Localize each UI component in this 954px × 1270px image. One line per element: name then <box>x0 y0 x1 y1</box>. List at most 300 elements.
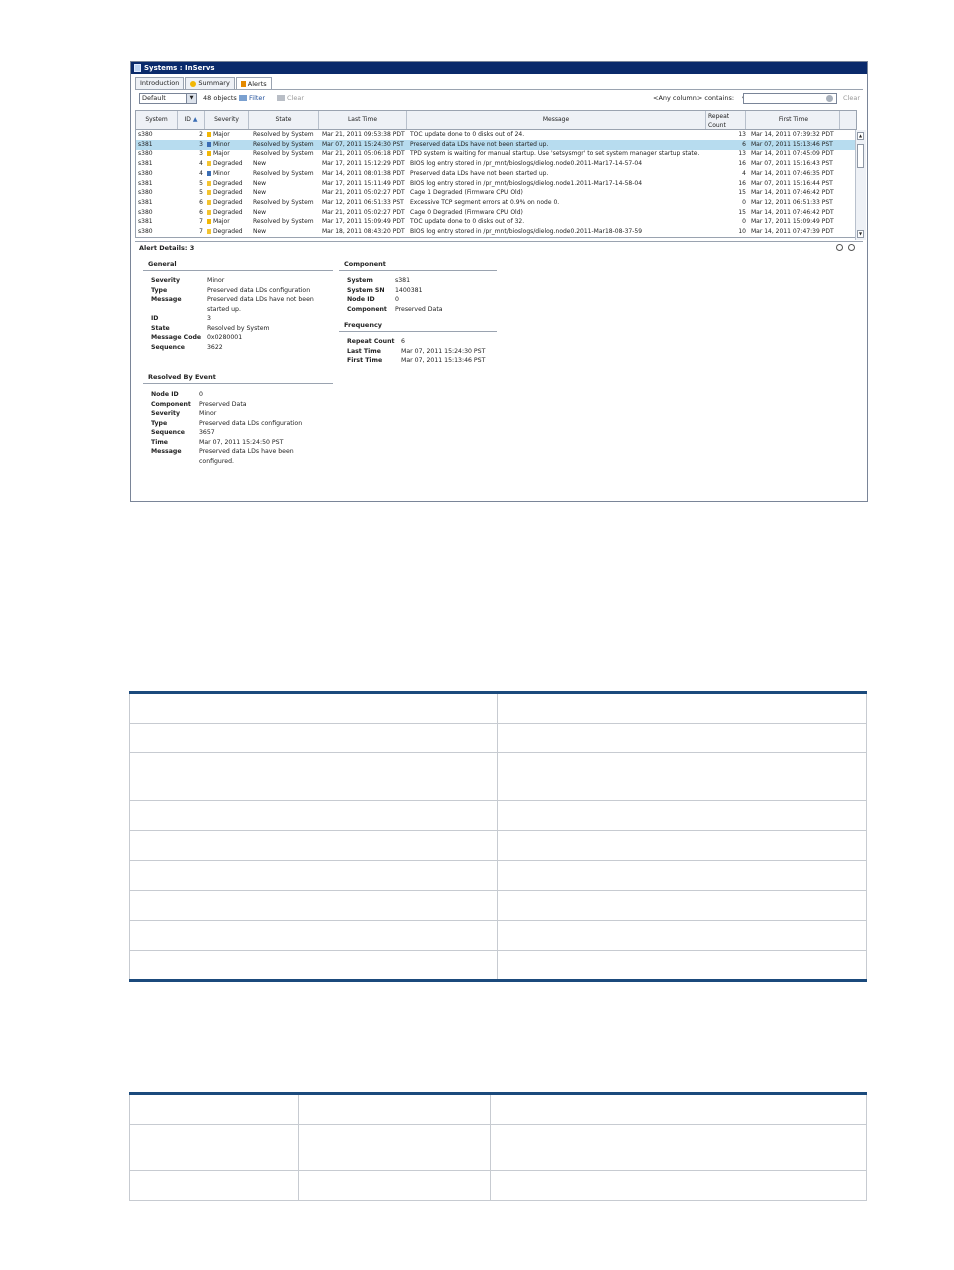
cell-system <box>138 159 176 169</box>
cell-text: s380 <box>138 208 153 216</box>
cell-text: Major <box>213 218 230 226</box>
cell-text: Degraded <box>213 160 243 168</box>
cell-text: Mar 14, 2011 07:45:09 PDT <box>751 150 834 158</box>
table1-row-line <box>129 752 867 753</box>
cell-text: Mar 21, 2011 05:06:18 PDT <box>322 150 405 158</box>
cell-text: Mar 12, 2011 06:51:33 PST <box>751 198 833 206</box>
tab-divider <box>135 89 863 90</box>
node-id-value: 0 <box>395 296 399 303</box>
scroll-down-icon[interactable]: ▼ <box>858 231 863 236</box>
cell-text: Degraded <box>213 179 243 187</box>
cell-system <box>138 140 176 150</box>
cell-state <box>253 130 319 140</box>
degraded-severity-icon <box>207 190 211 195</box>
cell-text: Mar 14, 2011 07:46:42 PDT <box>751 189 834 197</box>
table1-col-line <box>497 694 498 979</box>
general-rule <box>143 270 333 271</box>
cell-last <box>322 217 407 227</box>
table-row[interactable] <box>136 179 856 189</box>
degraded-severity-icon <box>207 200 211 205</box>
cell-text: Resolved by System <box>253 131 314 138</box>
table2-col-line <box>129 1095 130 1200</box>
cell-id <box>178 227 203 237</box>
cell-repeat <box>708 130 746 140</box>
cell-text: New <box>253 189 267 197</box>
message-code-value: 0x0280001 <box>207 334 243 341</box>
cell-message <box>410 208 705 218</box>
cell-first <box>751 227 841 237</box>
window-titlebar <box>131 62 867 74</box>
cell-first <box>751 188 841 198</box>
cell-text: Resolved by System <box>253 150 314 158</box>
cell-id <box>178 217 203 227</box>
cell-text: New <box>253 208 267 216</box>
cell-system <box>138 179 176 189</box>
frequency-fields <box>347 337 507 367</box>
id-value: 3 <box>207 315 211 322</box>
cell-message <box>410 140 705 150</box>
cell-severity <box>207 227 249 237</box>
cell-text: Mar 07, 2011 15:24:30 PST <box>322 140 404 148</box>
cell-repeat <box>708 179 746 189</box>
view-select[interactable] <box>139 93 197 104</box>
cell-text: 13 <box>738 131 746 138</box>
cell-text: Mar 14, 2011 07:46:35 PDT <box>751 169 834 177</box>
resolved-node-value: 0 <box>199 391 203 398</box>
table1-row-line <box>129 950 867 951</box>
cell-system <box>138 149 176 159</box>
cell-system <box>138 188 176 198</box>
component-fields <box>347 276 497 316</box>
clear-filter-button[interactable] <box>277 94 304 103</box>
col-first-time[interactable]: First Time <box>748 111 840 129</box>
cell-first <box>751 130 841 140</box>
cell-text: s381 <box>138 140 153 148</box>
col-id-label: ID <box>184 116 191 123</box>
last-time-label: Last Time <box>347 347 381 355</box>
cell-severity <box>207 217 249 227</box>
resolved-section <box>143 373 333 384</box>
toolbar <box>139 93 861 106</box>
cell-text: 13 <box>738 150 746 158</box>
details-title: Alert Details: 3 <box>139 244 195 252</box>
cell-repeat <box>708 149 746 159</box>
col-repeat-count[interactable]: Repeat Count <box>706 111 746 129</box>
resolved-type-label: Type <box>151 419 168 427</box>
cell-system <box>138 208 176 218</box>
resolved-message-label: Message <box>151 448 182 455</box>
cell-text: s381 <box>138 218 153 226</box>
info-icon <box>190 81 196 87</box>
table1-row-line <box>129 890 867 891</box>
cell-message <box>410 217 705 227</box>
resolved-type-value: Preserved data LDs configuration <box>199 419 303 427</box>
table-row[interactable] <box>136 227 856 237</box>
major-severity-icon <box>207 132 211 137</box>
search-clear-button[interactable]: Clear <box>843 94 860 102</box>
resolved-heading: Resolved By Event <box>148 373 216 381</box>
cell-system <box>138 198 176 208</box>
cell-text: s380 <box>138 189 153 197</box>
col-last-time[interactable]: Last Time <box>319 111 407 129</box>
cell-repeat <box>708 208 746 218</box>
resolved-fields <box>151 390 331 470</box>
cell-repeat <box>708 140 746 150</box>
cell-text: Mar 21, 2011 05:02:27 PDT <box>322 189 405 197</box>
cell-text: Mar 14, 2011 07:39:32 PDT <box>751 131 834 138</box>
cell-state <box>253 179 319 189</box>
table-row[interactable] <box>136 159 856 169</box>
type-value: Preserved data LDs configuration <box>207 286 311 294</box>
resolved-severity-value: Minor <box>199 410 217 417</box>
details-header <box>135 241 863 254</box>
tab-strip <box>135 77 273 89</box>
resolved-message-value: Preserved data LDs have been configured. <box>199 448 294 465</box>
table2-row-line <box>129 1124 867 1125</box>
col-severity[interactable]: Severity <box>205 111 249 129</box>
table-row[interactable] <box>136 217 856 227</box>
tab-introduction[interactable] <box>135 77 184 89</box>
search-scope-label: <Any column> contains: <box>653 94 735 102</box>
cell-text: Excessive TCP segment errors at 0.9% on node 0. <box>410 198 560 206</box>
degraded-severity-icon <box>207 181 211 186</box>
cell-text: Cage 0 Degraded (Firmware CPU Old) <box>410 208 523 216</box>
state-label: State <box>151 324 170 332</box>
cell-last <box>322 140 407 150</box>
cell-text: 0 <box>742 198 746 206</box>
cell-severity <box>207 140 249 150</box>
cell-text: Cage 1 Degraded (Firmware CPU Old) <box>410 189 523 197</box>
cell-text: Mar 17, 2011 15:09:49 PDT <box>322 218 405 226</box>
cell-text: Major <box>213 150 230 158</box>
cell-text: New <box>253 228 267 235</box>
cell-text: 6 <box>199 208 203 216</box>
cell-text: 10 <box>738 228 746 235</box>
table-row[interactable] <box>136 130 856 140</box>
cell-text: Degraded <box>213 228 243 235</box>
cell-severity <box>207 188 249 198</box>
cell-text: 4 <box>742 169 746 177</box>
cell-message <box>410 149 705 159</box>
table1-row-line <box>129 920 867 921</box>
degraded-severity-icon <box>207 161 211 166</box>
cell-text: 3 <box>199 140 203 148</box>
table1-col-line <box>129 694 130 979</box>
cell-text: Mar 21, 2011 09:53:38 PDT <box>322 131 405 138</box>
cell-text: Mar 21, 2011 05:02:27 PDT <box>322 208 405 216</box>
cell-text: Resolved by System <box>253 169 314 177</box>
resolved-sequence-label: Sequence <box>151 429 185 436</box>
table1-bottom-rule <box>129 979 867 982</box>
cell-text: Minor <box>213 169 230 177</box>
table-row[interactable] <box>136 188 856 198</box>
resolved-time-value: Mar 07, 2011 15:24:50 PST <box>199 438 284 446</box>
cell-last <box>322 169 407 179</box>
search-input[interactable] <box>743 93 837 104</box>
minor-severity-icon <box>207 171 211 176</box>
sequence-value: 3622 <box>207 343 223 351</box>
cell-text: Mar 17, 2011 15:09:49 PDT <box>751 218 834 226</box>
cell-state <box>253 140 319 150</box>
table2-row-line <box>129 1170 867 1171</box>
table2-col-line <box>490 1095 491 1200</box>
alerts-window <box>130 61 868 502</box>
cell-severity <box>207 149 249 159</box>
frequency-heading: Frequency <box>344 321 383 329</box>
cell-first <box>751 179 841 189</box>
cell-system <box>138 130 176 140</box>
search-icon <box>826 95 833 102</box>
filter-button[interactable] <box>239 94 265 103</box>
table2-top-rule <box>129 1092 867 1095</box>
cell-text: 6 <box>199 198 203 206</box>
object-count: 48 objects <box>203 94 237 102</box>
cell-first <box>751 208 841 218</box>
table1-row-line <box>129 800 867 801</box>
cell-text: BIOS log entry stored in /pr_mnt/bioslogs/dielog.node0.2011-Mar18-08-37-59 <box>410 228 643 235</box>
window-title: Systems : InServs <box>144 64 215 72</box>
cell-text: Mar 14, 2011 07:47:39 PDT <box>751 228 834 235</box>
table1-row-line <box>129 830 867 831</box>
cell-severity <box>207 179 249 189</box>
table-row[interactable] <box>136 198 856 208</box>
cell-text: s380 <box>138 131 153 138</box>
cell-text: BIOS log entry stored in /pr_mnt/bioslogs/dielog.node0.2011-Mar17-14-57-04 <box>410 160 643 168</box>
cell-text: Mar 12, 2011 06:51:33 PST <box>322 198 404 206</box>
message-code-label: Message Code <box>151 334 202 341</box>
cell-text: s380 <box>138 169 153 177</box>
col-id[interactable] <box>178 111 205 129</box>
col-state[interactable]: State <box>249 111 319 129</box>
cell-state <box>253 159 319 169</box>
cell-state <box>253 149 319 159</box>
cell-text: 5 <box>199 179 203 187</box>
cell-text: Mar 07, 2011 15:13:46 PST <box>751 140 833 148</box>
cell-id <box>178 159 203 169</box>
cell-id <box>178 130 203 140</box>
tab-label: Introduction <box>140 79 180 87</box>
resolved-component-value: Preserved Data <box>199 400 247 408</box>
cell-severity <box>207 169 249 179</box>
scroll-up-icon[interactable]: ▲ <box>858 133 863 138</box>
cell-text: Mar 07, 2011 15:16:44 PST <box>751 179 833 187</box>
component-rule <box>339 270 497 271</box>
cell-text: 15 <box>738 208 746 216</box>
degraded-severity-icon <box>207 210 211 215</box>
sequence-label: Sequence <box>151 343 185 351</box>
cell-text: New <box>253 179 267 187</box>
clear-label: Clear <box>287 94 304 102</box>
cell-text: 5 <box>199 189 203 197</box>
cell-text: Mar 17, 2011 15:11:49 PDT <box>322 179 405 187</box>
repeat-count-value: 6 <box>401 338 405 345</box>
view-select-value: Default <box>142 94 166 102</box>
cell-message <box>410 227 705 237</box>
alerts-grid <box>135 110 857 238</box>
cell-text: Mar 17, 2011 15:12:29 PDT <box>322 160 405 168</box>
grid-header <box>136 111 856 130</box>
cell-text: Degraded <box>213 198 243 206</box>
cell-id <box>178 149 203 159</box>
first-time-label: First Time <box>347 357 383 364</box>
system-sn-value: 1400381 <box>395 286 423 294</box>
cell-text: 4 <box>199 160 203 168</box>
cell-repeat <box>708 227 746 237</box>
cell-last <box>322 198 407 208</box>
grid-scrollbar[interactable] <box>855 130 866 240</box>
cell-text: Mar 07, 2011 15:16:43 PST <box>751 160 833 168</box>
table-row[interactable] <box>136 140 856 150</box>
cell-repeat <box>708 188 746 198</box>
table2-col-line <box>866 1095 867 1200</box>
component-label: Component <box>347 305 387 313</box>
minor-severity-icon <box>207 142 211 147</box>
cell-text: Resolved by System <box>253 218 314 226</box>
table-row[interactable] <box>136 149 856 159</box>
table1-top-rule <box>129 691 867 694</box>
resolved-time-label: Time <box>151 438 168 446</box>
cell-state <box>253 227 319 237</box>
tab-summary[interactable] <box>185 77 234 89</box>
cell-last <box>322 227 407 237</box>
cell-text: 7 <box>199 228 203 235</box>
resolved-node-label: Node ID <box>151 391 179 398</box>
cell-state <box>253 217 319 227</box>
cell-first <box>751 198 841 208</box>
chevron-down-icon[interactable]: ▼ <box>186 94 196 103</box>
tab-label: Summary <box>198 79 230 87</box>
cell-id <box>178 169 203 179</box>
system-label: System <box>347 277 373 284</box>
sort-asc-icon: ▲ <box>192 116 198 123</box>
severity-label: Severity <box>151 277 181 284</box>
repeat-count-label: Repeat Count <box>347 338 395 345</box>
cell-text: BIOS log entry stored in /pr_mnt/bioslogs/dielog.node1.2011-Mar17-14-58-04 <box>410 179 643 187</box>
cell-text: s380 <box>138 150 153 158</box>
cell-text: s381 <box>138 160 153 168</box>
cell-text: 15 <box>738 189 746 197</box>
cell-message <box>410 159 705 169</box>
cell-message <box>410 179 705 189</box>
table1-row-line <box>129 723 867 724</box>
cell-text: Degraded <box>213 208 243 216</box>
cell-state <box>253 169 319 179</box>
table2-row-line <box>129 1200 867 1201</box>
tab-label: Alerts <box>247 79 267 88</box>
system-sn-label: System SN <box>347 286 385 294</box>
cell-text: 16 <box>738 179 746 187</box>
cell-text: Degraded <box>213 189 243 197</box>
cell-text: 16 <box>738 160 746 168</box>
cell-id <box>178 208 203 218</box>
cell-last <box>322 179 407 189</box>
type-label: Type <box>151 286 168 294</box>
id-label: ID <box>151 315 159 322</box>
scroll-thumb[interactable] <box>857 144 864 168</box>
major-severity-icon <box>207 219 211 224</box>
col-system[interactable]: System <box>136 111 178 129</box>
cell-first <box>751 140 841 150</box>
cell-last <box>322 188 407 198</box>
cell-system <box>138 169 176 179</box>
cell-text: 3 <box>199 150 203 158</box>
cell-text: s380 <box>138 228 153 235</box>
cell-repeat <box>708 159 746 169</box>
cell-last <box>322 149 407 159</box>
cell-severity <box>207 198 249 208</box>
general-fields <box>151 276 331 371</box>
severity-value: Minor <box>207 277 225 284</box>
cell-text: s381 <box>138 179 153 187</box>
search-scope-select[interactable] <box>653 94 746 104</box>
filter-icon <box>239 95 247 101</box>
cell-first <box>751 217 841 227</box>
state-value: Resolved by System <box>207 324 270 332</box>
cell-id <box>178 188 203 198</box>
cell-severity <box>207 208 249 218</box>
message-value: Preserved data LDs have not been started up. <box>207 296 314 313</box>
cell-text: Resolved by System <box>253 198 314 206</box>
table-row[interactable] <box>136 169 856 179</box>
resolved-severity-label: Severity <box>151 410 181 417</box>
cell-last <box>322 130 407 140</box>
cell-state <box>253 188 319 198</box>
alert-flag-icon <box>241 81 246 87</box>
cell-text: 0 <box>742 218 746 226</box>
cell-id <box>178 198 203 208</box>
cell-message <box>410 188 705 198</box>
cell-system <box>138 227 176 237</box>
cell-state <box>253 198 319 208</box>
system-value: s381 <box>395 277 411 284</box>
cell-text: Minor <box>213 140 230 148</box>
table2-col-line <box>298 1095 299 1200</box>
general-heading: General <box>148 260 177 268</box>
cell-last <box>322 208 407 218</box>
message-label: Message <box>151 296 182 303</box>
cell-last <box>322 159 407 169</box>
cell-severity <box>207 159 249 169</box>
cell-text: s381 <box>138 198 153 206</box>
major-severity-icon <box>207 151 211 156</box>
resolved-sequence-value: 3657 <box>199 429 215 436</box>
table-row[interactable] <box>136 208 856 218</box>
cell-text: Mar 14, 2011 07:46:42 PDT <box>751 208 834 216</box>
collapse-icon[interactable] <box>836 244 843 251</box>
cell-severity <box>207 130 249 140</box>
cell-first <box>751 149 841 159</box>
degraded-severity-icon <box>207 229 211 234</box>
cell-text: Major <box>213 131 230 138</box>
cell-text: 4 <box>199 169 203 177</box>
last-time-value: Mar 07, 2011 15:24:30 PST <box>401 347 486 355</box>
cell-text: 2 <box>199 131 203 138</box>
cell-repeat <box>708 217 746 227</box>
cell-text: Mar 14, 2011 08:01:38 PDT <box>322 169 405 177</box>
cell-text: TOC update done to 0 disks out of 32. <box>410 218 525 226</box>
cell-text: 7 <box>199 218 203 226</box>
cell-text: Resolved by System <box>253 140 314 148</box>
frequency-rule <box>339 331 497 332</box>
cell-text: New <box>253 160 267 168</box>
cell-id <box>178 179 203 189</box>
cell-text: Mar 18, 2011 08:43:20 PDT <box>322 228 405 235</box>
frequency-section <box>339 321 497 332</box>
cell-repeat <box>708 169 746 179</box>
help-icon[interactable] <box>848 244 855 251</box>
component-value: Preserved Data <box>395 305 443 313</box>
col-message[interactable]: Message <box>407 111 706 129</box>
